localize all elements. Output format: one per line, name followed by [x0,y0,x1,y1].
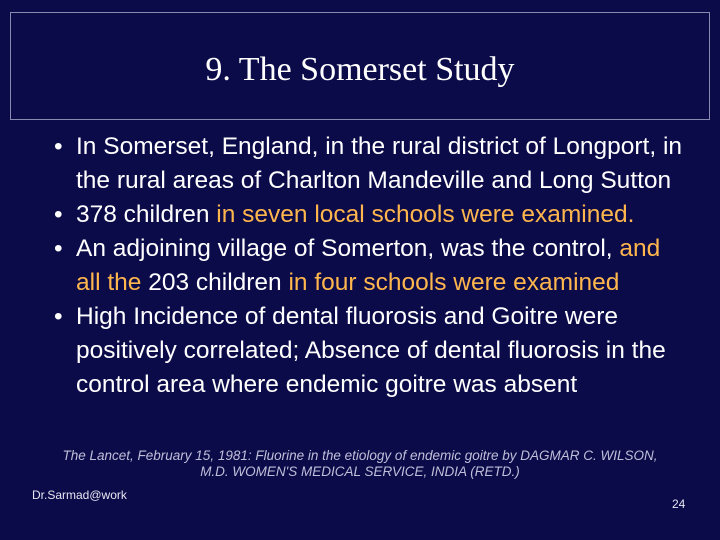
bullet-text: 203 children [148,269,289,296]
bullet-item [50,232,690,300]
bullet-marker: • [54,201,63,228]
citation-footnote: The Lancet, February 15, 1981: Fluorine in the etiology of endemic goitre by DAGMAR C. WILSON, M.D. WOMEN'S MEDICAL SERVICE, INDIA (RETD.) [62,448,658,479]
bullet-text-highlight: in seven local schools were examined. [216,201,635,228]
author-credit: Dr.Sarmad@work [32,488,127,502]
bullet-list [50,130,690,402]
page-number: 24 [672,497,686,511]
bullet-marker: • [54,235,63,262]
bullet-text: In Somerset, England, in the rural district of Longport, in the rural areas of Charlton Mandeville and Long Sutton [76,133,683,194]
bullet-item [50,130,690,198]
bullet-item [50,198,690,232]
bullet-text-highlight: in four schools were examined [288,269,620,296]
bullet-text: High Incidence of dental fluorosis and Goitre were positively correlated; Absence of dental fluorosis in the control area where endemic goitre was absent [76,303,666,398]
bullet-item [50,300,690,402]
bullet-marker: • [54,303,63,330]
bullet-text: An adjoining village of Somerton, was the control, [76,235,620,262]
slide-title: 9. The Somerset Study [205,51,515,88]
bullet-text-highlight: and all the [76,235,661,296]
bullet-marker: • [54,133,63,160]
bullet-text: 378 children [76,201,217,228]
